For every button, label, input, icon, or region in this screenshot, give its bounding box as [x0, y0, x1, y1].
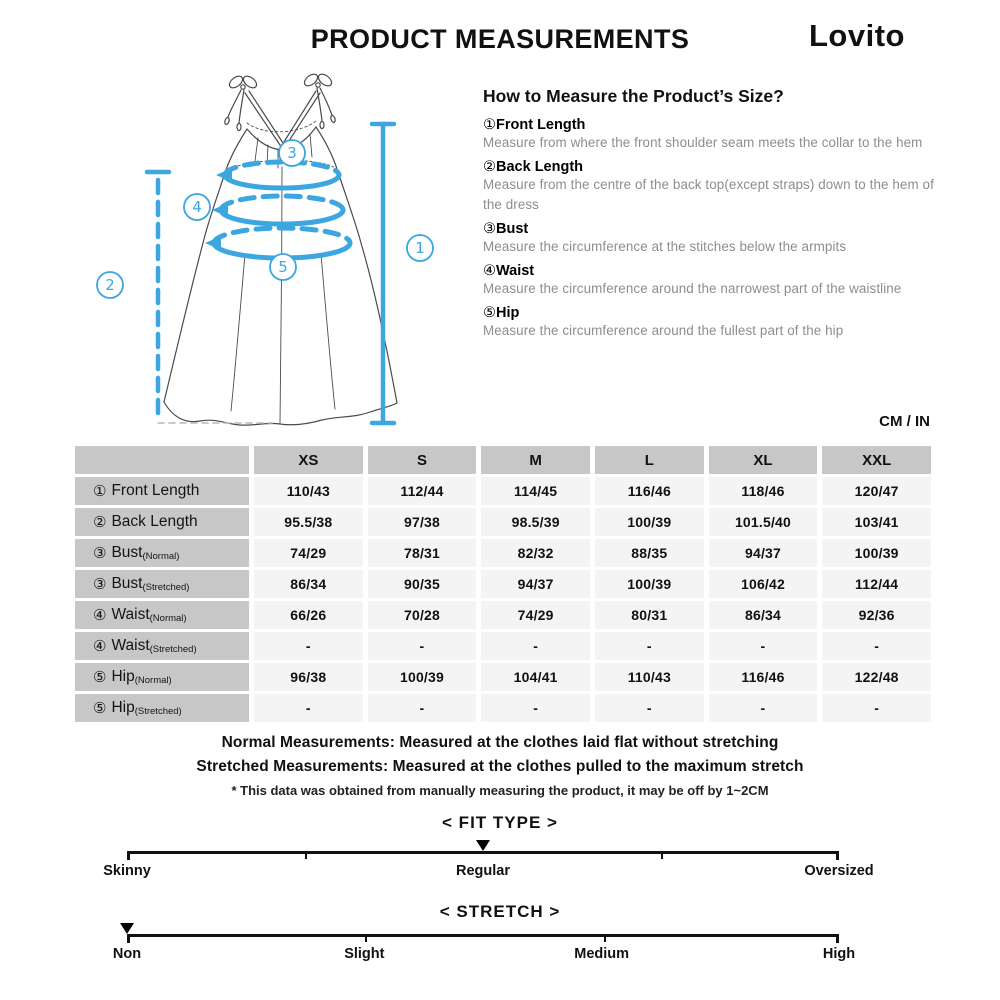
fit-type-title: < FIT TYPE >	[442, 813, 558, 832]
row-label	[75, 601, 249, 629]
fit-type-label-oversized: Oversized	[804, 863, 874, 879]
guide-title: How to Measure the Product’s Size?	[483, 86, 784, 106]
measurement-value: 110/43	[254, 477, 363, 505]
guide-desc-back-length: Measure from the centre of the back top(except straps) down to the hem of the dress	[483, 177, 934, 212]
callout-1: 1	[415, 239, 425, 257]
dress-outline	[164, 72, 397, 425]
row-label-text: Waist	[111, 637, 150, 654]
guide-item-back-length: ②Back Length	[483, 159, 584, 175]
circled-number: ④	[483, 263, 496, 279]
measurement-value: 104/41	[481, 663, 590, 691]
row-label-sub: (Stretched)	[142, 581, 190, 593]
callout-3: 3	[287, 144, 297, 162]
row-label	[75, 663, 249, 691]
stretch-label-non: Non	[112, 946, 142, 962]
circled-number: ①	[483, 117, 496, 133]
guide-desc-waist: Measure the circumference around the narrowest part of the waistline	[483, 281, 902, 296]
note-disclaimer: * This data was obtained from manually measuring the product, it may be off by 1~2CM	[231, 783, 769, 798]
row-label-sub: (Stretched)	[149, 643, 197, 655]
row-label	[75, 539, 249, 567]
measurement-value: 103/41	[822, 508, 931, 536]
circled-number: ①	[93, 482, 107, 500]
measurement-value: 92/36	[822, 601, 931, 629]
size-column-header: S	[368, 446, 477, 474]
measurement-value: -	[481, 632, 590, 660]
measurement-value: 112/44	[368, 477, 477, 505]
fit-type-marker	[476, 840, 490, 851]
measurement-value: 100/39	[822, 539, 931, 567]
measurement-value: 74/29	[481, 601, 590, 629]
row-label-text: Waist	[111, 606, 150, 623]
measurement-value: 110/43	[595, 663, 704, 691]
brand-logo: Lovito	[809, 18, 905, 53]
measurement-value: -	[709, 632, 818, 660]
fit-type-label-regular: Regular	[456, 863, 510, 879]
measurement-value: 90/35	[368, 570, 477, 598]
stretch-labels	[112, 946, 856, 966]
fit-type-labels	[103, 863, 874, 883]
row-label	[75, 477, 249, 505]
circled-number: ④	[93, 606, 107, 624]
measurement-value: 100/39	[595, 508, 704, 536]
callout-5: 5	[278, 258, 288, 276]
row-label	[75, 632, 249, 660]
row-label	[75, 694, 249, 722]
measurement-value: 100/39	[595, 570, 704, 598]
measurement-value: 106/42	[709, 570, 818, 598]
how-to-measure-section	[483, 86, 941, 341]
guide-item-hip: ⑤Hip	[483, 305, 520, 321]
measurement-value: 66/26	[254, 601, 363, 629]
callout-2: 2	[105, 276, 115, 294]
circled-number: ⑤	[93, 699, 107, 717]
measurement-value: -	[254, 694, 363, 722]
callout-4: 4	[192, 198, 202, 216]
note-normal: Normal Measurements: Measured at the clothes laid flat without stretching	[221, 734, 779, 751]
guide-item-front-length: ①Front Length	[483, 117, 586, 133]
circled-number: ③	[483, 221, 496, 237]
measurement-value: 96/38	[254, 663, 363, 691]
row-label-sub: (Normal)	[142, 550, 180, 562]
guide-desc-hip: Measure the circumference around the fullest part of the hip	[483, 323, 844, 338]
measurement-value: 97/38	[368, 508, 477, 536]
stretch-scale	[127, 934, 839, 937]
guide-item-waist: ④Waist	[483, 263, 535, 279]
measurement-value: 70/28	[368, 601, 477, 629]
row-label-sub: (Normal)	[149, 612, 187, 624]
stretch-label-high: High	[822, 946, 856, 962]
scale-end-tick	[836, 851, 839, 860]
measurement-value: 98.5/39	[481, 508, 590, 536]
size-column-header: XL	[709, 446, 818, 474]
measurement-value: 95.5/38	[254, 508, 363, 536]
fit-type-scale	[127, 851, 839, 854]
measurement-value: -	[709, 694, 818, 722]
guide-desc-front-length: Measure from where the front shoulder seam meets the collar to the hem	[483, 135, 923, 150]
row-label	[75, 570, 249, 598]
scale-tick	[604, 934, 606, 942]
measurement-value: -	[822, 694, 931, 722]
measurement-value: -	[481, 694, 590, 722]
stretch-label-slight: Slight	[344, 946, 385, 962]
circled-number: ②	[93, 513, 107, 531]
measurement-value: 101.5/40	[709, 508, 818, 536]
measurement-value: 94/37	[481, 570, 590, 598]
measurement-value: 82/32	[481, 539, 590, 567]
measurement-value: 100/39	[368, 663, 477, 691]
circled-number: ②	[483, 159, 496, 175]
row-label-sub: (Normal)	[134, 674, 172, 686]
circled-number: ⑤	[93, 668, 107, 686]
table-corner-cell	[75, 446, 249, 474]
size-column-header: M	[481, 446, 590, 474]
measurement-value: 112/44	[822, 570, 931, 598]
measurement-value: -	[822, 632, 931, 660]
stretch-title: < STRETCH >	[439, 902, 561, 921]
measurement-value: 86/34	[254, 570, 363, 598]
units-label: CM / IN	[879, 413, 930, 430]
measurement-value: -	[368, 632, 477, 660]
circled-number: ⑤	[483, 305, 496, 321]
size-column-header: XXL	[822, 446, 931, 474]
scale-tick	[305, 851, 307, 859]
measurement-value: 88/35	[595, 539, 704, 567]
measurement-value: 122/48	[822, 663, 931, 691]
measurement-value: -	[595, 694, 704, 722]
circled-number: ④	[93, 637, 107, 655]
measurement-value: -	[254, 632, 363, 660]
fit-type-label-skinny: Skinny	[103, 863, 151, 879]
stretch-marker	[120, 923, 134, 934]
measurement-value: 74/29	[254, 539, 363, 567]
measurement-value: -	[595, 632, 704, 660]
measurement-value: 78/31	[368, 539, 477, 567]
measurement-value: 94/37	[709, 539, 818, 567]
page-title: PRODUCT MEASUREMENTS	[310, 24, 690, 54]
stretch-label-medium: Medium	[574, 946, 630, 962]
guide-desc-bust: Measure the circumference at the stitches below the armpits	[483, 239, 847, 254]
row-label-text: Hip	[111, 668, 135, 685]
measurement-value: 116/46	[595, 477, 704, 505]
measurement-value: 116/46	[709, 663, 818, 691]
measurement-value: 80/31	[595, 601, 704, 629]
row-label	[75, 508, 249, 536]
scale-tick	[661, 851, 663, 859]
note-stretched: Stretched Measurements: Measured at the clothes pulled to the maximum stretch	[196, 758, 804, 775]
dress-diagram	[40, 72, 480, 437]
scale-end-tick	[127, 851, 130, 860]
measurement-value: -	[368, 694, 477, 722]
scale-tick	[365, 934, 367, 942]
size-column-header: L	[595, 446, 704, 474]
measurement-value: 120/47	[822, 477, 931, 505]
row-label-text: Back Length	[111, 513, 198, 530]
measurements-table	[75, 446, 931, 722]
measurement-value: 118/46	[709, 477, 818, 505]
measurement-value: 86/34	[709, 601, 818, 629]
row-label-text: Bust	[111, 544, 143, 561]
row-label-text: Hip	[111, 699, 135, 716]
row-label-text: Bust	[111, 575, 143, 592]
circled-number: ③	[93, 575, 107, 593]
row-label-text: Front Length	[111, 482, 200, 499]
scale-end-tick	[836, 934, 839, 943]
measurement-value: 114/45	[481, 477, 590, 505]
circled-number: ③	[93, 544, 107, 562]
guide-item-bust: ③Bust	[483, 221, 529, 237]
size-column-header: XS	[254, 446, 363, 474]
scale-end-tick	[127, 934, 130, 943]
row-label-sub: (Stretched)	[134, 705, 182, 717]
measurement-annotations	[147, 124, 394, 423]
